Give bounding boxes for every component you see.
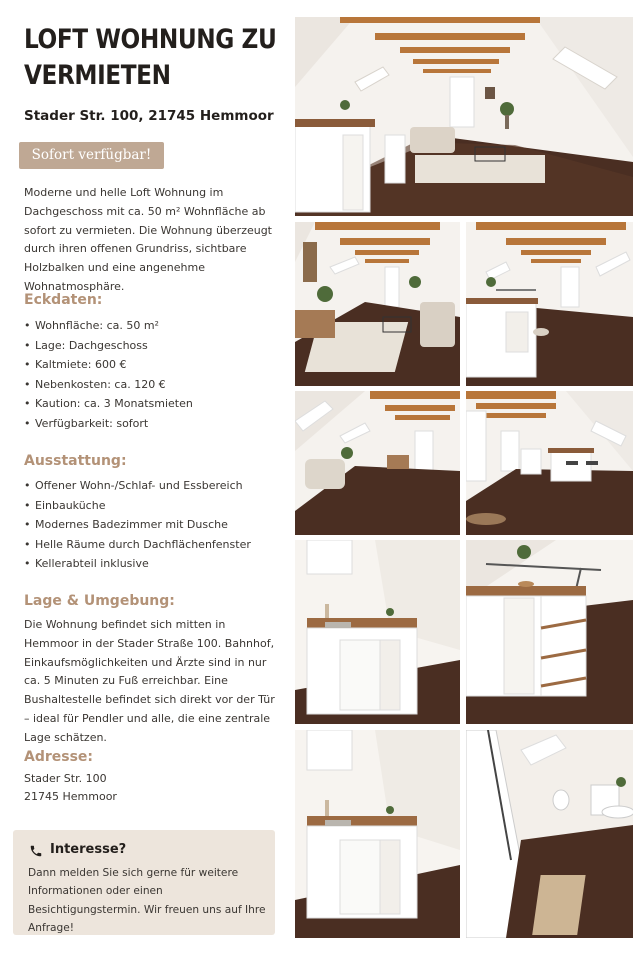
- contact-title: Interesse?: [50, 842, 127, 857]
- photo-kitchen-island-wide: [466, 222, 633, 386]
- list-item: • Helle Räume durch Dachflächenfenster: [24, 535, 284, 555]
- list-item: • Verfügbarkeit: sofort: [24, 414, 284, 434]
- list-item: • Lage: Dachgeschoss: [24, 336, 284, 356]
- photo-living-room-main: [295, 17, 633, 216]
- photo-bathroom: [466, 730, 633, 938]
- contact-text: Dann melden Sie sich gerne für weitere Informationen oder einen Besichtigungstermin. Wir freuen uns auf Ihre Anfrage!: [28, 867, 266, 935]
- page-title: LOFT WOHNUNG ZU VERMIETEN: [24, 24, 277, 91]
- adresse-street: Stader Str. 100: [24, 772, 107, 785]
- eckdaten-list: [24, 316, 284, 434]
- adresse-heading: Adresse:: [24, 749, 94, 765]
- phone-icon: [29, 843, 43, 857]
- contact-box: [13, 830, 275, 935]
- intro-text: Moderne und helle Loft Wohnung im Dachgeschoss mit ca. 50 m² Wohnfläche ab sofort zu vermieten. Die Wohnung überzeugt durch ihren offenen Grundriss, sichtbare Holzbalken und eine angenehme Wohnatmosphäre.: [24, 186, 272, 293]
- photo-armchair-corner: [295, 391, 460, 535]
- ausstattung-list: [24, 476, 284, 574]
- list-item: • Nebenkosten: ca. 120 €: [24, 375, 284, 395]
- list-item: • Kaution: ca. 3 Monatsmieten: [24, 394, 284, 414]
- photo-kitchen-island: [466, 540, 633, 724]
- list-item: • Modernes Badezimmer mit Dusche: [24, 515, 284, 535]
- photo-dining-bar: [466, 391, 633, 535]
- contact-header: [29, 842, 126, 857]
- lage-text: Die Wohnung befindet sich mitten in Hemmoor in der Stader Straße 100. Bahnhof, Einkaufsmöglichkeiten und Ärzte sind in nur ca. 5 Minuten zu Fuß erreichbar. Eine Bushaltestelle befindet sich direkt vor der Tür – ideal für Pendler und alle, die eine zentrale Lage schätzen.: [24, 618, 275, 744]
- list-item: • Wohnfläche: ca. 50 m²: [24, 316, 284, 336]
- photo-kitchen-detail: [295, 730, 460, 938]
- eckdaten-heading: Eckdaten:: [24, 292, 103, 308]
- photo-kitchen-unit: [295, 540, 460, 724]
- list-item: • Offener Wohn-/Schlaf- und Essbereich: [24, 476, 284, 496]
- list-item: • Kaltmiete: 600 €: [24, 355, 284, 375]
- adresse-city: 21745 Hemmoor: [24, 790, 117, 803]
- availability-badge: Sofort verfügbar!: [19, 142, 164, 169]
- list-item: • Kellerabteil inklusive: [24, 554, 284, 574]
- list-item: • Einbauküche: [24, 496, 284, 516]
- lage-heading: Lage & Umgebung:: [24, 593, 175, 609]
- photo-living-room-sofa: [295, 222, 460, 386]
- address-subtitle: Stader Str. 100, 21745 Hemmoor: [24, 108, 274, 124]
- listing-text-column: [0, 0, 290, 960]
- ausstattung-heading: Ausstattung:: [24, 453, 127, 469]
